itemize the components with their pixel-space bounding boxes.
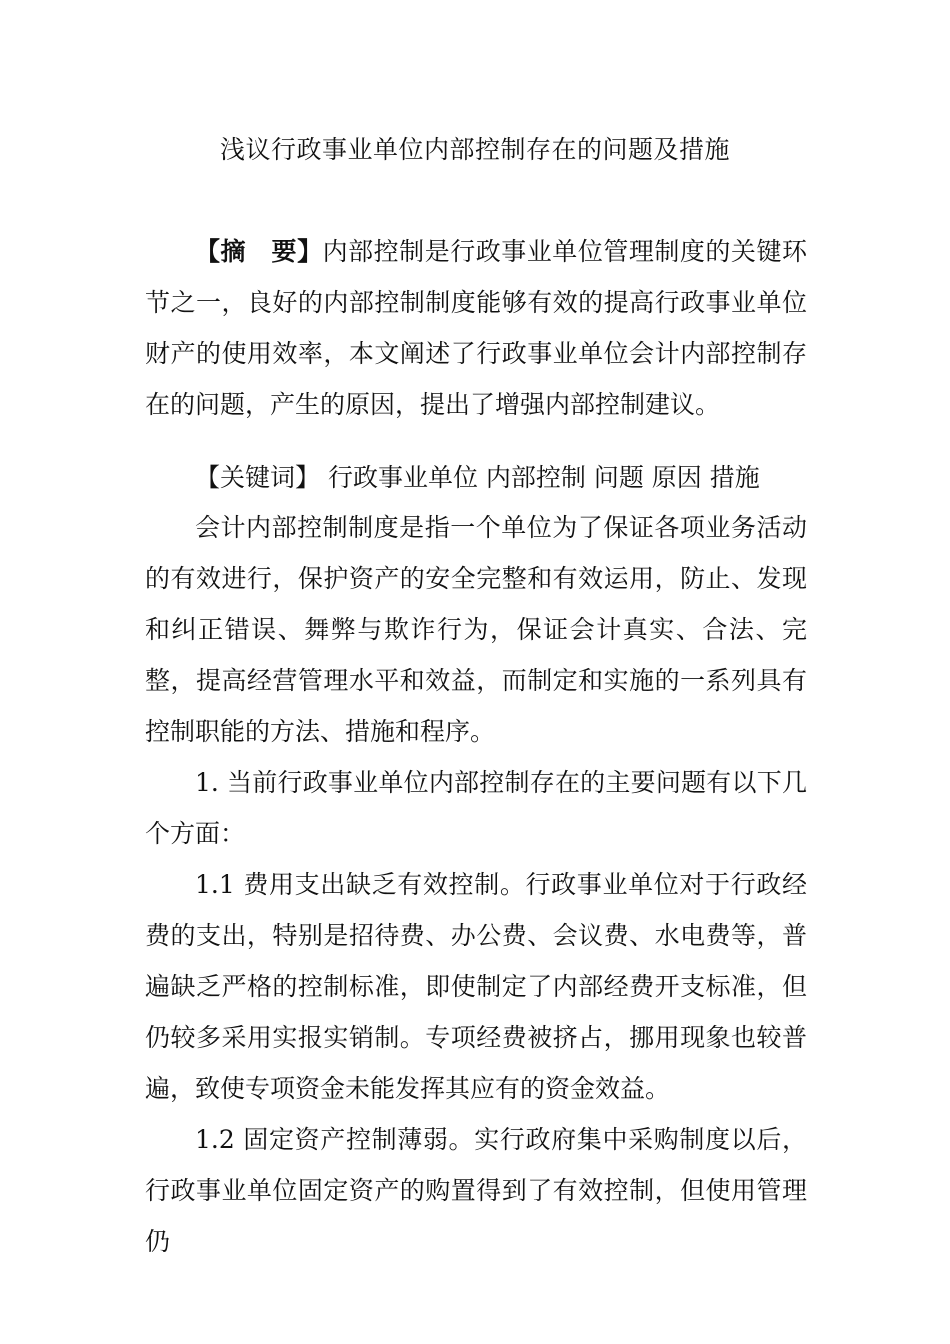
keywords-line <box>145 452 807 503</box>
main-body <box>145 502 807 1267</box>
abstract-label: 【摘 要】 <box>195 237 323 266</box>
section-heading-1: 1. 当前行政事业单位内部控制存在的主要问题有以下几个方面： <box>145 768 807 848</box>
document-title: 浅议行政事业单位内部控制存在的问题及措施 <box>219 135 730 164</box>
abstract-section <box>145 226 807 430</box>
body-paragraph-1-2: 1.2 固定资产控制薄弱。实行政府集中采购制度以后，行政事业单位固定资产的购置得到了有效控制，但使用管理仍 <box>145 1125 807 1256</box>
keywords-section <box>145 452 807 503</box>
abstract-paragraph <box>145 226 807 430</box>
keywords-label: 【关键词】 <box>195 463 321 492</box>
body-paragraph-1-1: 1.1 费用支出缺乏有效控制。行政事业单位对于行政经费的支出，特别是招待费、办公费、会议费、水电费等，普遍缺乏严格的控制标准，即使制定了内部经费开支标准，但仍较多采用实报实销制。专项经费被挤占，挪用现象也较普遍，致使专项资金未能发挥其应有的资金效益。 <box>145 870 807 1103</box>
abstract-text: 内部控制是行政事业单位管理制度的关键环节之一，良好的内部控制制度能够有效的提高行政事业单位财产的使用效率，本文阐述了行政事业单位会计内部控制存在的问题，产生的原因，提出了增强内部控制建议。 <box>145 237 807 419</box>
keywords-text: 行政事业单位 内部控制 问题 原因 措施 <box>320 463 760 492</box>
body-paragraph-definition: 会计内部控制制度是指一个单位为了保证各项业务活动的有效进行，保护资产的安全完整和有效运用，防止、发现和纠正错误、舞弊与欺诈行为，保证会计真实、合法、完整，提高经营管理水平和效益，而制定和实施的一系列具有控制职能的方法、措施和程序。 <box>145 513 807 746</box>
